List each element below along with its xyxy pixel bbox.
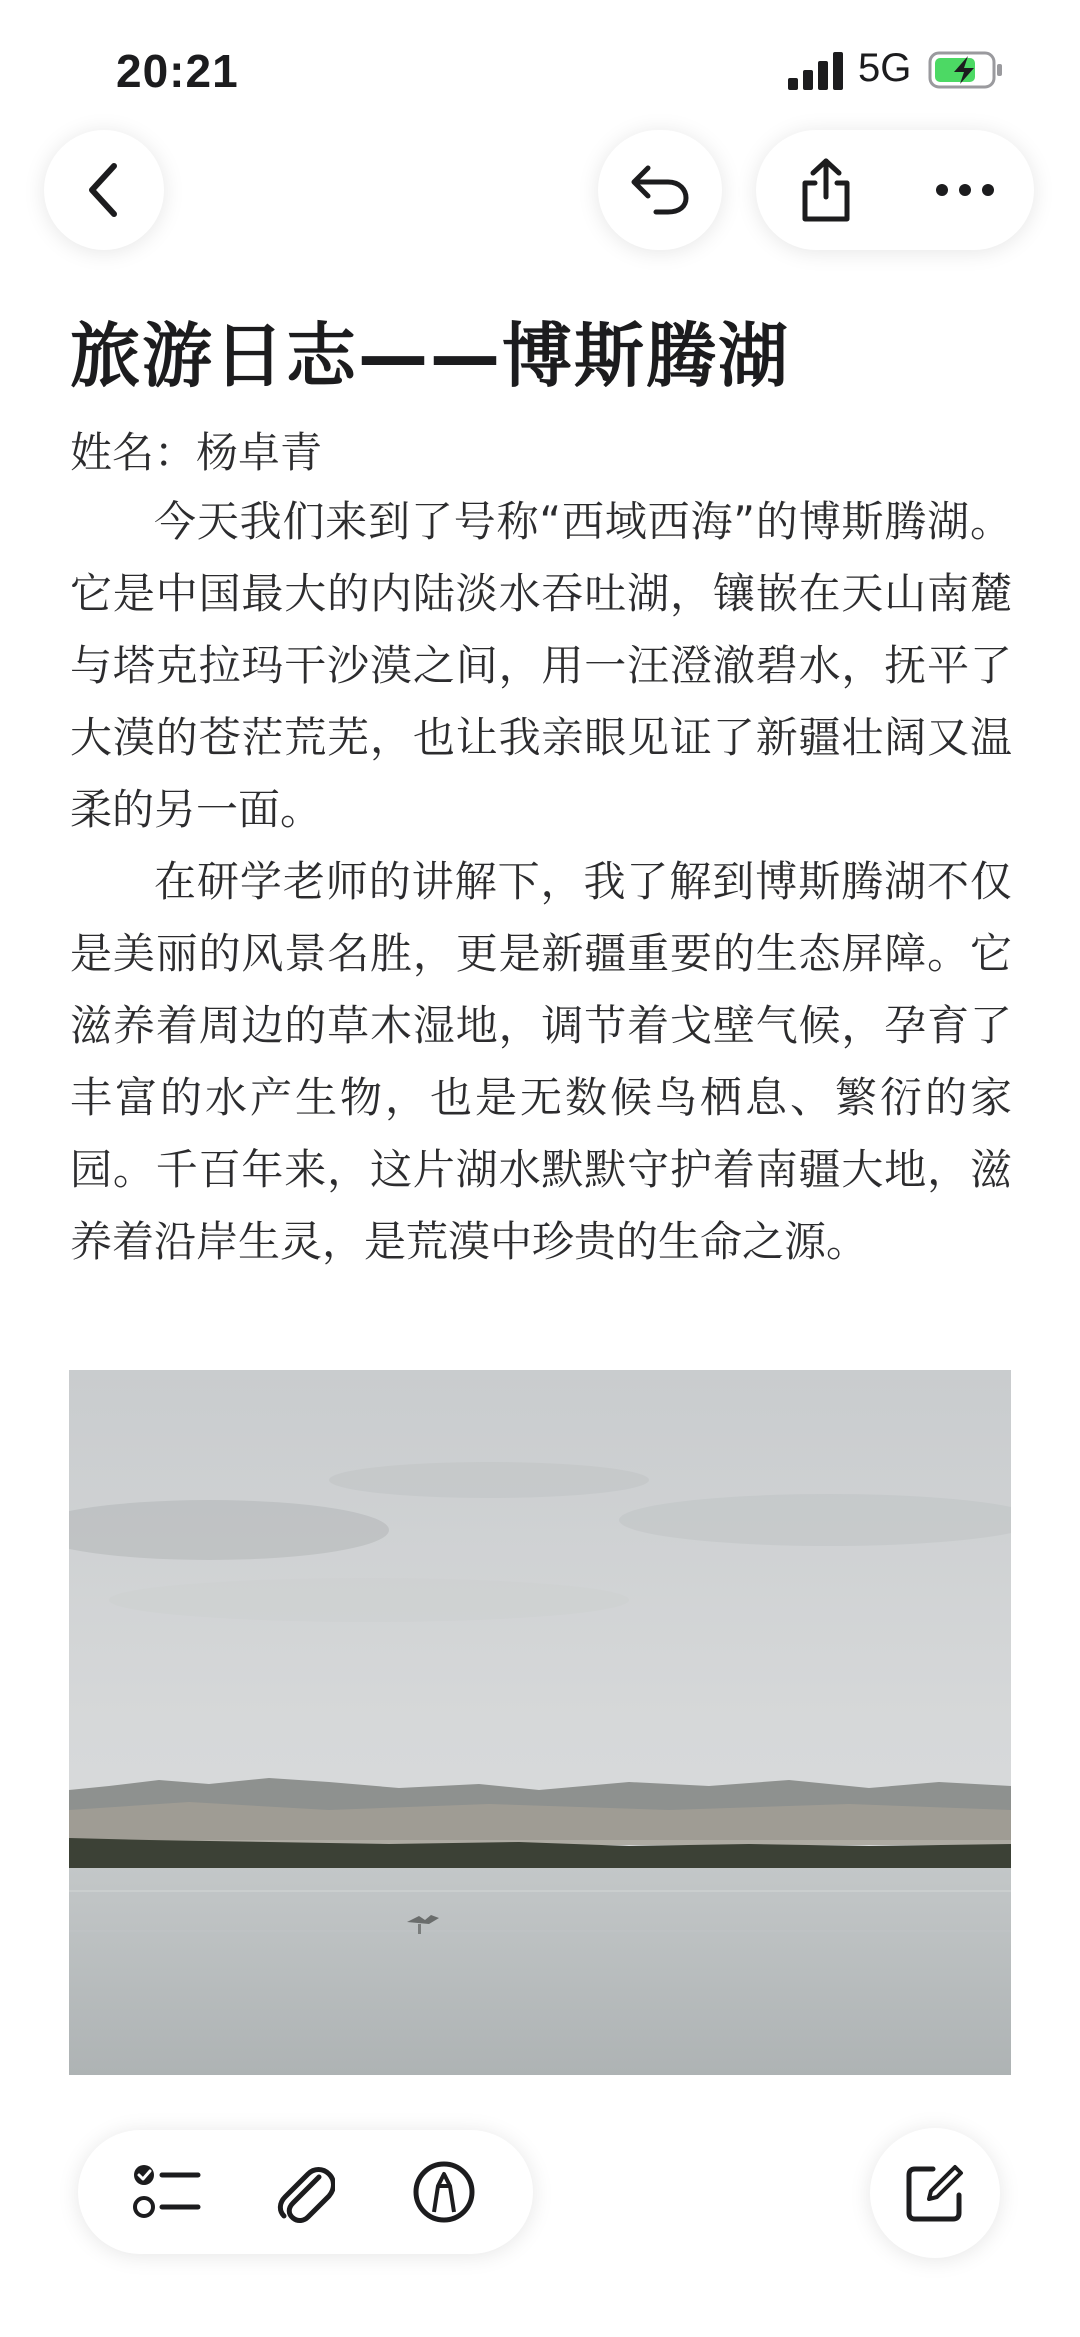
undo-arrow-icon [628, 162, 692, 218]
share-icon [797, 157, 855, 223]
note-title[interactable]: 旅游日志——博斯腾湖 [70, 315, 790, 397]
markup-button[interactable] [389, 2137, 499, 2247]
attachment-button[interactable] [250, 2137, 360, 2247]
undo-button[interactable] [598, 130, 722, 250]
compose-icon [903, 2161, 967, 2225]
compose-button[interactable] [870, 2128, 1000, 2258]
author-line[interactable]: 姓名：杨卓青 [70, 428, 323, 477]
paragraph-1[interactable]: 今天我们来到了号称“西域西海”的博斯腾湖。它是中国最大的内陆淡水吞吐湖，镶嵌在天山南麓与塔克拉玛干沙漠之间，用一汪澄澈碧水，抚平了大漠的苍茫荒芜，也让我亲眼见证了新疆壮阔又温柔的另一面。 [70, 497, 1012, 834]
more-button[interactable] [895, 130, 1034, 250]
status-bar [0, 0, 1080, 130]
share-more-group [756, 130, 1034, 250]
status-time: 20:21 [116, 45, 239, 97]
bottom-toolbar [78, 2130, 533, 2254]
pen-markup-icon [412, 2160, 476, 2224]
lake-photo-image [69, 1370, 1011, 2075]
paperclip-icon [275, 2159, 335, 2225]
more-dots-icon [935, 183, 995, 197]
paragraph-2[interactable]: 在研学老师的讲解下，我了解到博斯腾湖不仅是美丽的风景名胜，更是新疆重要的生态屏障。它滋养着周边的草木湿地，调节着戈壁气候，孕育了丰富的水产生物，也是无数候鸟栖息、繁衍的家园。千百年来，这片湖水默默守护着南疆大地，滋养着沿岸生灵，是荒漠中珍贵的生命之源。 [70, 857, 1012, 1266]
lake-photo[interactable] [69, 1370, 1011, 2075]
note-body[interactable] [70, 486, 1012, 1278]
checklist-button[interactable] [112, 2137, 222, 2247]
share-button[interactable] [756, 130, 895, 250]
back-button[interactable] [44, 130, 164, 250]
chevron-left-icon [82, 160, 126, 220]
checklist-icon [132, 2161, 202, 2223]
battery-charging-icon [928, 50, 1004, 90]
cellular-signal-icon [788, 52, 844, 90]
network-type: 5G [858, 46, 912, 90]
